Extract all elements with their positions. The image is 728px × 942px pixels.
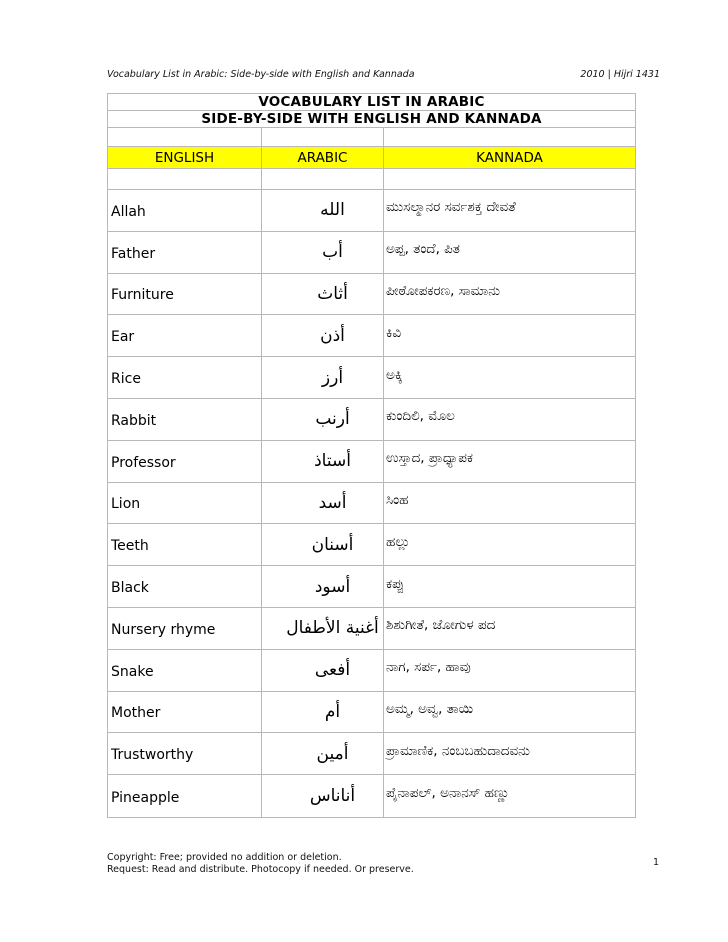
table-subtitle: SIDE-BY-SIDE WITH ENGLISH AND KANNADA	[201, 111, 542, 127]
arabic-cell: أرز	[262, 357, 384, 398]
table-row	[108, 232, 635, 274]
kannada-cell: ಹಲ್ಲು	[386, 533, 411, 550]
page-number: 1	[653, 857, 660, 868]
english-cell: Furniture	[108, 274, 262, 315]
english-cell: Nursery rhyme	[108, 608, 262, 649]
kannada-cell: ಪೀಠೋಪಕರಣ, ಸಾಮಾನು	[386, 282, 501, 299]
arabic-cell: أستاذ	[262, 441, 384, 482]
english-cell: Father	[108, 232, 262, 273]
english-cell: Pineapple	[108, 775, 262, 817]
english-cell: Rabbit	[108, 399, 262, 440]
english-cell: Rice	[108, 357, 262, 398]
kannada-cell: ಮುಸಲ್ಮಾನರ ಸರ್ವಶಕ್ತ ದೇವತೆ	[386, 199, 516, 216]
table-row	[108, 650, 635, 692]
arabic-cell: أسد	[262, 483, 384, 524]
kannada-cell: ಕಿವಿ	[386, 324, 402, 341]
vocabulary-table	[107, 93, 636, 818]
english-cell: Teeth	[108, 524, 262, 565]
copyright-line: Copyright: Free; provided no addition or deletion.	[107, 852, 342, 863]
arabic-cell: أثاث	[262, 274, 384, 315]
kannada-cell: ಕುಂದಿಲಿ, ಮೊಲ	[386, 408, 455, 425]
column-header-kannada: KANNADA	[476, 149, 543, 166]
table-row	[108, 190, 635, 232]
arabic-cell: أفعى	[262, 650, 384, 691]
table-row	[108, 608, 635, 650]
kannada-cell: ಪೈನಾಪಲ್, ಅನಾನಸ್ ಹಣ್ಣು	[386, 785, 510, 802]
english-cell: Lion	[108, 483, 262, 524]
kannada-cell: ಅಪ್ಪ, ತಂದೆ, ಪಿತ	[386, 241, 460, 258]
arabic-cell: أسود	[262, 566, 384, 607]
arabic-cell: أغنية الأطفال	[262, 608, 384, 649]
table-row	[108, 399, 635, 441]
table-row	[108, 775, 635, 817]
kannada-cell: ಪ್ರಾಮಾಣಿಕ, ನಂಬಬಹುದಾದವನು	[386, 742, 530, 759]
kannada-cell: ಉಸ್ತಾದ, ಪ್ರಾಧ್ಯಾಪಕ	[386, 450, 473, 467]
table-title-row-2	[108, 111, 635, 128]
english-cell: Trustworthy	[108, 733, 262, 774]
kannada-cell: ನಾಗ, ಸರ್ಪ, ಹಾವು	[386, 659, 471, 676]
table-row	[108, 441, 635, 483]
footer	[107, 852, 414, 876]
arabic-cell: الله	[262, 190, 384, 231]
table-row	[108, 524, 635, 566]
arabic-cell: أناناس	[262, 775, 384, 817]
table-title: VOCABULARY LIST IN ARABIC	[258, 94, 485, 110]
english-cell: Ear	[108, 315, 262, 356]
arabic-cell: أب	[262, 232, 384, 273]
arabic-cell: أسنان	[262, 524, 384, 565]
kannada-cell: ಅಮ್ಮ, ಅವ್ವ, ತಾಯಿ	[386, 700, 474, 717]
table-row	[108, 733, 635, 775]
kannada-cell: ಅಕ್ಕಿ	[386, 366, 403, 383]
table-row	[108, 274, 635, 316]
arabic-cell: أذن	[262, 315, 384, 356]
english-cell: Allah	[108, 190, 262, 231]
arabic-cell: أمين	[262, 733, 384, 774]
table-title-row-1	[108, 94, 635, 111]
blank-row	[108, 128, 635, 147]
header-title: Vocabulary List in Arabic: Side-by-side with English and Kannada	[107, 69, 415, 80]
arabic-cell: أرنب	[262, 399, 384, 440]
column-header-row	[108, 147, 635, 169]
header-date: 2010 | Hijri 1431	[580, 69, 660, 80]
english-cell: Mother	[108, 692, 262, 733]
table-row	[108, 483, 635, 525]
table-row	[108, 566, 635, 608]
table-row	[108, 357, 635, 399]
english-cell: Snake	[108, 650, 262, 691]
kannada-cell: ಕಪ್ಪು	[386, 575, 405, 592]
kannada-cell: ಸಿಂಹ	[386, 491, 409, 508]
running-header	[107, 69, 660, 80]
arabic-cell: أم	[262, 692, 384, 733]
column-header-english: ENGLISH	[108, 147, 262, 168]
column-header-arabic: ARABIC	[262, 147, 384, 168]
request-line: Request: Read and distribute. Photocopy if needed. Or preserve.	[107, 864, 414, 875]
english-cell: Professor	[108, 441, 262, 482]
table-row	[108, 315, 635, 357]
kannada-cell: ಶಿಶುಗೀತೆ, ಜೋಗುಳ ಪದ	[386, 617, 496, 634]
english-cell: Black	[108, 566, 262, 607]
table-row	[108, 692, 635, 734]
spacer-row	[108, 169, 635, 190]
